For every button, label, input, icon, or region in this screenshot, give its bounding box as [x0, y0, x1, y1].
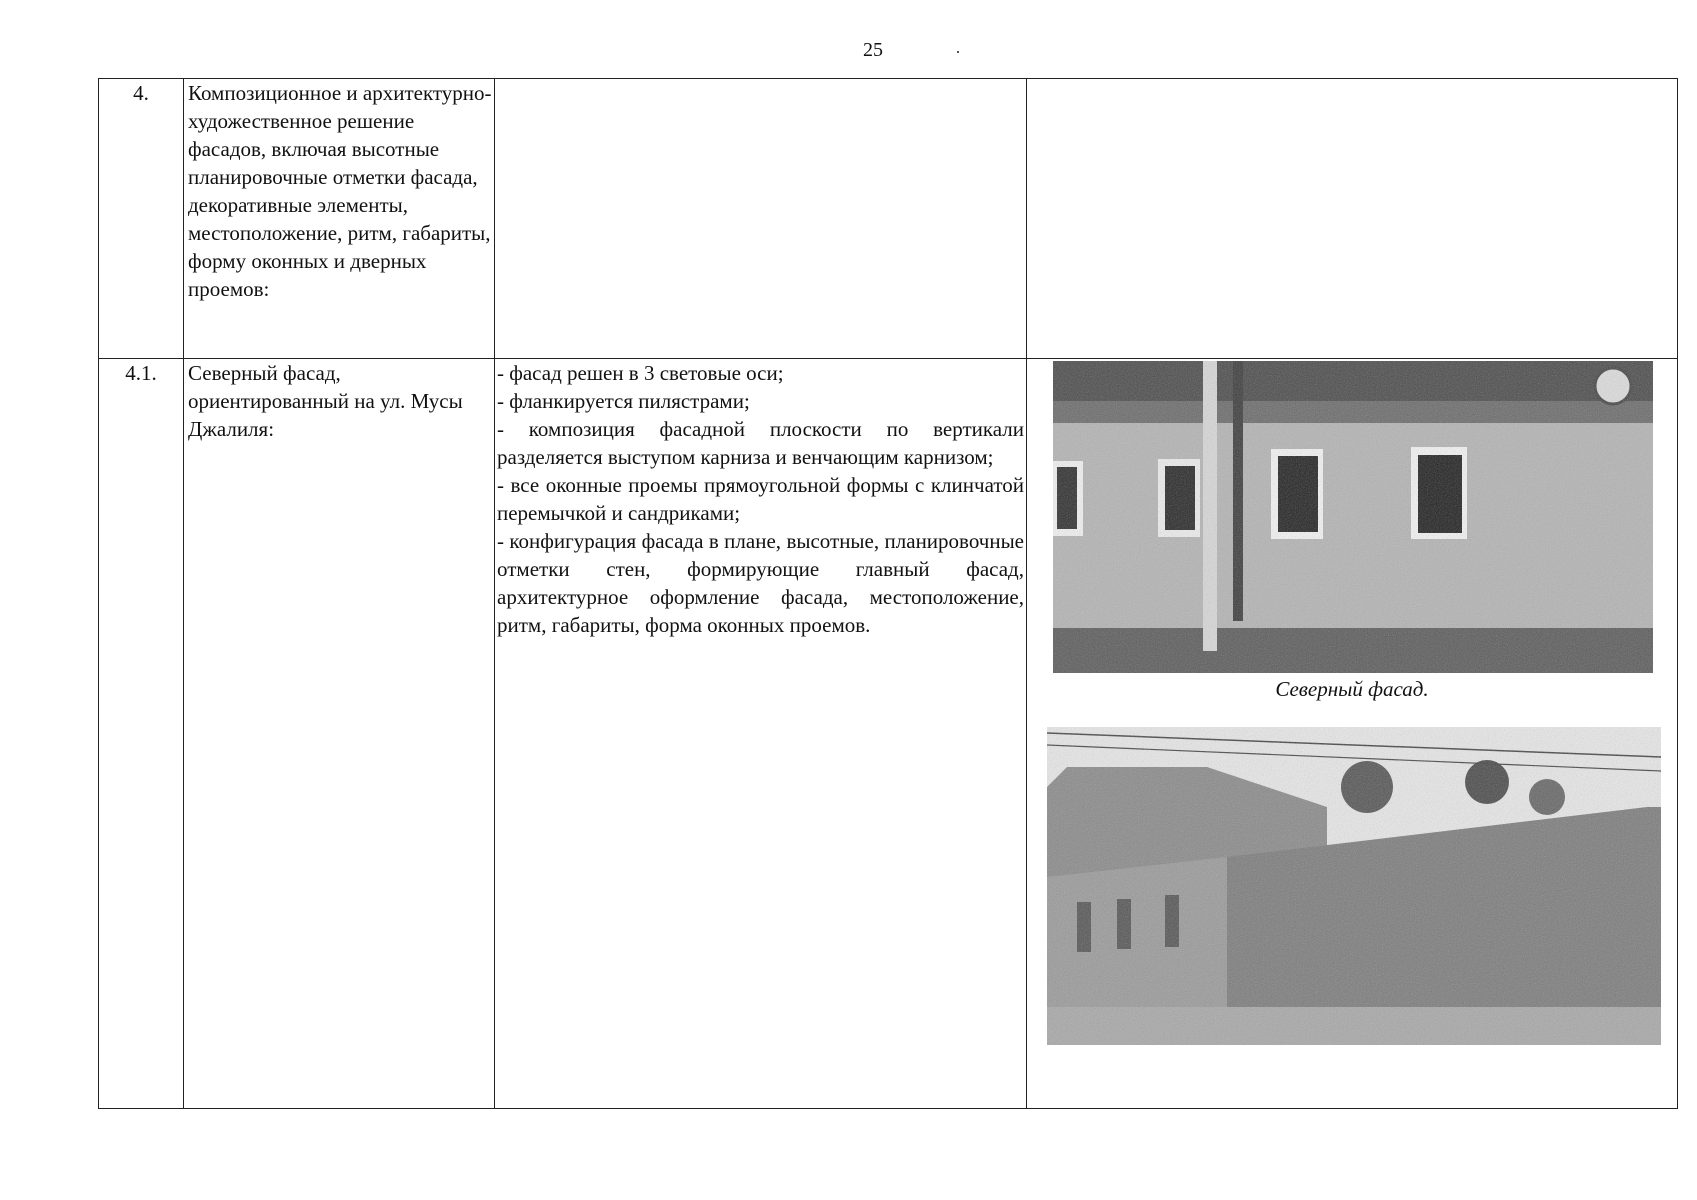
page-number: 25 — [863, 39, 883, 61]
row-number: 4. — [133, 81, 149, 105]
row-title-cell — [184, 359, 495, 1109]
row-number: 4.1. — [125, 361, 157, 385]
row-title-cell — [184, 79, 495, 359]
facade-photo-north — [1053, 361, 1653, 673]
description-item: - композиция фасадной плоскости по вертикали разделяется выступом карниза и венчающим карнизом; — [497, 417, 1024, 469]
description-item: - конфигурация фасада в плане, высотные, планировочные отметки стен, формирующие главный фасад, архитектурное оформление фасада, местоположение, ритм, габариты, форма оконных проемов. — [497, 529, 1024, 637]
facade-table — [98, 78, 1678, 1109]
table-row — [99, 359, 1678, 1109]
description-item: - фасад решен в 3 световые оси; — [497, 361, 784, 385]
description-item: - все оконные проемы прямоугольной формы с клинчатой перемычкой и сандриками; — [497, 473, 1024, 525]
row-photo-cell — [1027, 79, 1678, 359]
row-title: Композиционное и архитектурно-художественное решение фасадов, включая высотные планировочные отметки фасада, декоративные элементы, местоположение, ритм, габариты, форму оконных и дверных проемов: — [188, 81, 492, 301]
row-number-cell — [99, 359, 184, 1109]
facade-photo-corner — [1047, 727, 1661, 1045]
table-row — [99, 79, 1678, 359]
description-item: - фланкируется пилястрами; — [497, 389, 750, 413]
row-title: Северный фасад, ориентированный на ул. Мусы Джалиля: — [188, 361, 463, 441]
row-number-cell — [99, 79, 184, 359]
row-description-cell — [495, 359, 1027, 1109]
photo-caption: Северный фасад. — [1275, 677, 1429, 701]
row-description-cell — [495, 79, 1027, 359]
row-photo-cell — [1027, 359, 1678, 1109]
scan-artifact — [957, 51, 959, 53]
